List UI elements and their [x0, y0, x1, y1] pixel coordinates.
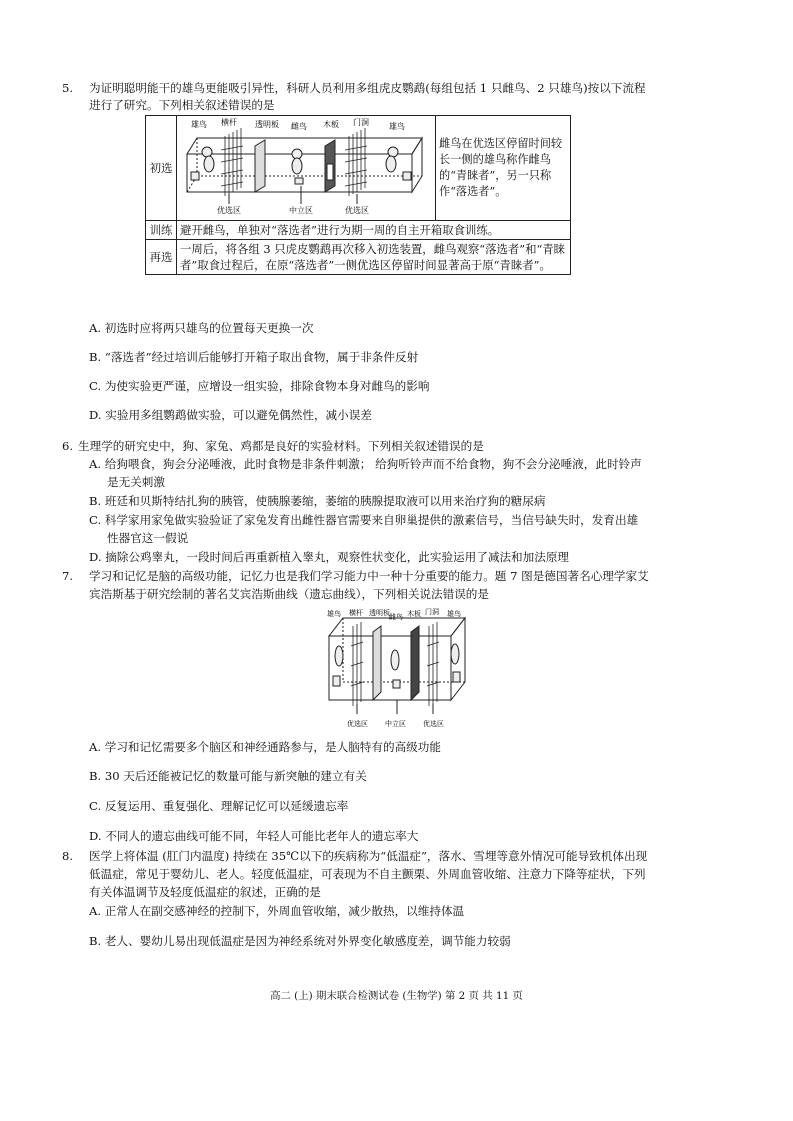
question-8-stem-line1: 医学上将体温 (肛门内温度) 持续在 35℃以下的疾病称为“低温症”，落水、雪埋等意外情况可能导致机体出现 — [89, 849, 648, 863]
label-preferred-zone-right: 优选区 — [423, 720, 444, 728]
q6-option-b: B. 班廷和贝斯特结扎狗的胰管，使胰腺萎缩，萎缩的胰腺提取液可以用来治疗狗的糖尿病 — [89, 494, 546, 508]
page-footer: 高二 (上) 期末联合检测试卷 (生物学) 第 2 页 共 11 页 — [270, 990, 523, 1002]
q7-option-c: C. 反复运用、重复强化、理解记忆可以延缓遗忘率 — [89, 799, 349, 813]
label-crossbar: 横杆 — [349, 609, 363, 617]
apparatus-diagram-q7 — [325, 606, 471, 734]
label-female: 雌鸟 — [291, 122, 307, 131]
label-door-hole: 门洞 — [353, 118, 369, 127]
q5-option-c: C. 为使实验更严谨，应增设一组实验，排除食物本身对雌鸟的影响 — [89, 379, 430, 393]
label-male-left: 雄鸟 — [191, 120, 207, 129]
question-8-stem-line3: 有关体温调节及轻度低温症的叙述，正确的是 — [89, 885, 321, 899]
row-label-training: 训练 — [146, 221, 177, 240]
label-wood-board: 木板 — [323, 120, 339, 129]
q7-option-d: D. 不同人的遗忘曲线可能不同，年轻人可能比老年人的遗忘率大 — [89, 829, 419, 843]
q7-option-b: B. 30 天后还能被记忆的数量可能与新突触的建立有关 — [89, 769, 367, 783]
question-number: 8. — [62, 849, 74, 863]
q8-option-b: B. 老人、婴幼儿易出现低温症是因为神经系统对外界变化敏感度差，调节能力较弱 — [89, 934, 511, 948]
apparatus-diagram — [177, 116, 435, 216]
label-female: 雌鸟 — [389, 613, 403, 621]
label-transparent-board: 透明板 — [369, 609, 390, 617]
label-male-right: 雄鸟 — [447, 610, 461, 618]
experiment-procedure-table — [145, 115, 571, 275]
row-desc-initial: 雌鸟在优选区停留时间较长一侧的雄鸟称作雌鸟的“青睐者”，另一只称作“落选者”。 — [436, 116, 571, 221]
row-desc-training: 避开雌鸟，单独对“落选者”进行为期一周的自主开箱取食训练。 — [177, 221, 571, 240]
q8-option-a: A. 正常人在副交感神经的控制下，外周血管收缩，减少散热，以维持体温 — [89, 904, 465, 918]
q5-option-a: A. 初选时应将两只雄鸟的位置每天更换一次 — [89, 321, 314, 335]
q6-option-c-line2: 性器官这一假说 — [107, 531, 189, 545]
question-number: 5. — [62, 81, 74, 95]
label-male-left: 雄鸟 — [327, 610, 341, 618]
question-8-stem-line2: 低温症，常见于婴幼儿、老人。轻度低温症，可表现为不自主颤栗、外周血管收缩、注意力下降等症状，下列 — [89, 867, 646, 881]
q5-option-d: D. 实验用多组鹦鹉做实验，可以避免偶然性，减小误差 — [89, 408, 372, 422]
label-crossbar: 横杆 — [221, 118, 237, 127]
label-preferred-zone-right: 优选区 — [345, 206, 369, 215]
q5-option-b: B. “落选者”经过培训后能够打开箱子取出食物，属于非条件反射 — [89, 350, 419, 364]
apparatus-diagram-cell — [177, 116, 436, 221]
label-preferred-zone-left: 优选区 — [347, 720, 368, 728]
label-wood-board: 木板 — [407, 610, 421, 618]
label-transparent-board: 透明板 — [255, 120, 279, 129]
q6-option-c-line1: C. 科学家用家兔做实验验证了家兔发育出雌性器官需要来自卵巢提供的激素信号，当信号缺失时，发育出雄 — [89, 513, 639, 527]
question-6-stem: 生理学的研究史中，狗、家兔、鸡都是良好的实验材料。下列相关叙述错误的是 — [78, 439, 484, 453]
q7-option-a: A. 学习和记忆需要多个脑区和神经通路参与，是人脑特有的高级功能 — [89, 740, 441, 754]
q6-option-a-line1: A. 给狗喂食，狗会分泌唾液，此时食物是非条件刺激； 给狗听铃声而不给食物，狗不会分泌唾液，此时铃声 — [89, 457, 642, 471]
question-number: 6. — [62, 439, 74, 453]
q6-option-a-line2: 是无关刺激 — [107, 475, 165, 489]
question-7-stem-line1: 学习和记忆是脑的高级功能，记忆力也是我们学习能力中一种十分重要的能力。题 7 图是德国著名心理学家艾 — [89, 569, 649, 583]
question-5-stem-line1: 为证明聪明能干的雄鸟更能吸引异性，科研人员利用多组虎皮鹦鹉(每组包括 1 只雌鸟、2 只雄鸟)按以下流程 — [89, 81, 646, 95]
label-door-hole: 门洞 — [425, 608, 439, 616]
label-neutral-zone: 中立区 — [385, 720, 406, 728]
row-desc-reselect: 一周后，将各组 3 只虎皮鹦鹉再次移入初选装置，雌鸟观察“落选者”和“青睐者”取食过程后，在原“落选者”一侧优选区停留时间显著高于原“青睐者”。 — [177, 240, 571, 275]
q6-option-d: D. 摘除公鸡睾丸，一段时间后再重新植入睾丸，观察性状变化，此实验运用了减法和加法原理 — [89, 550, 570, 564]
question-7-stem-line2: 宾浩斯基于研究绘制的著名艾宾浩斯曲线（遗忘曲线），下列相关说法错误的是 — [89, 587, 489, 601]
question-number: 7. — [62, 569, 74, 583]
label-neutral-zone: 中立区 — [289, 206, 313, 215]
row-label-initial: 初选 — [146, 116, 177, 221]
label-male-right: 雄鸟 — [389, 122, 405, 131]
question-5-stem-line2: 进行了研究。下列相关叙述错误的是 — [89, 98, 275, 112]
row-label-reselect: 再选 — [146, 240, 177, 275]
label-preferred-zone-left: 优选区 — [217, 206, 241, 215]
